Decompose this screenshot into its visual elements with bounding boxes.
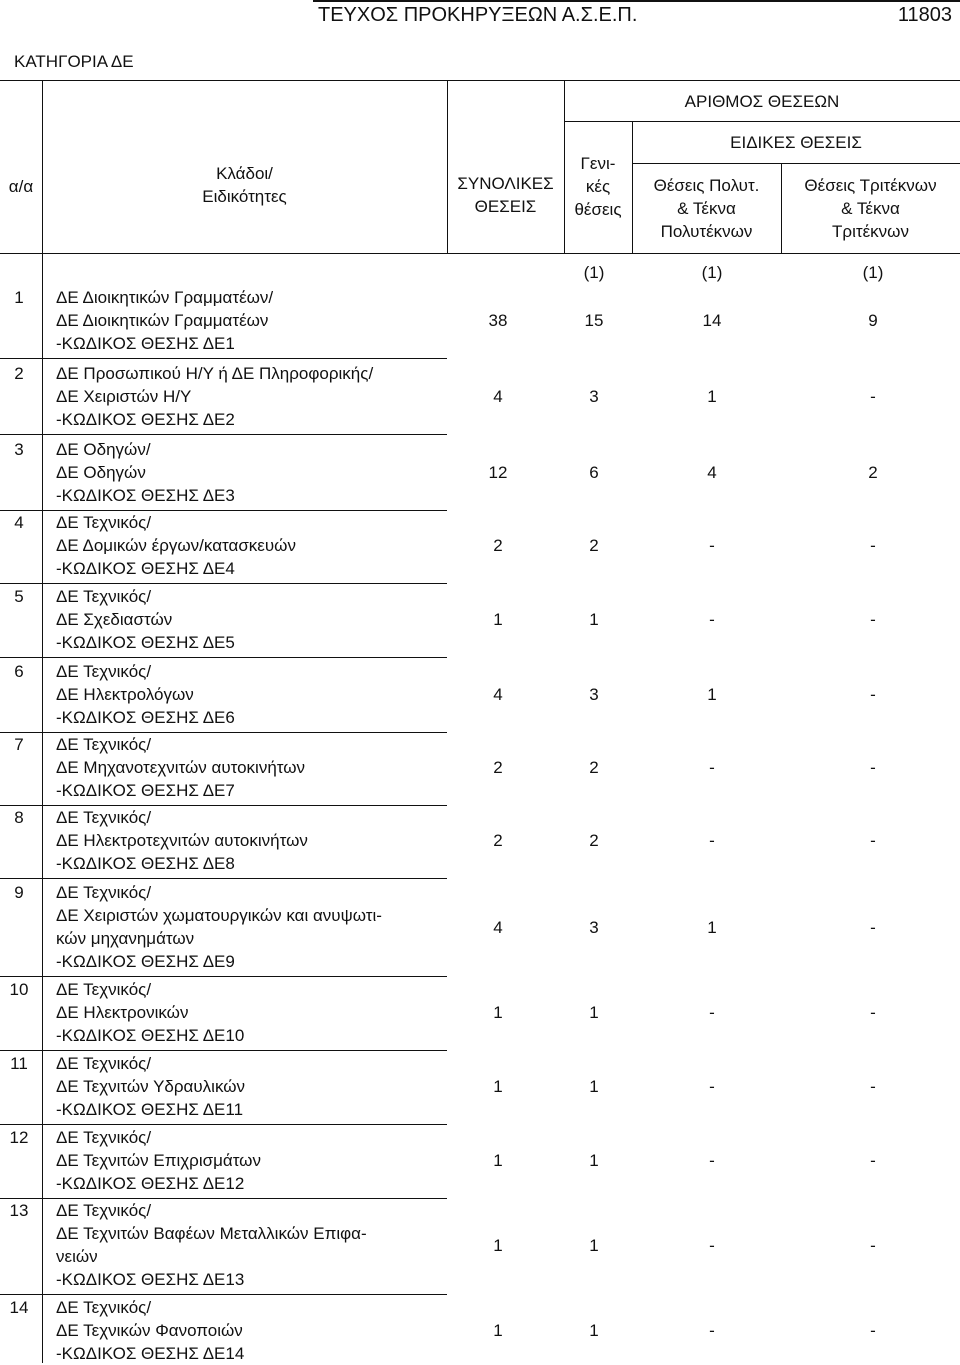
row-value-trit: - bbox=[870, 387, 876, 406]
row-branch-line: ΔΕ Μηχανοτεχνιτών αυτοκινήτων bbox=[56, 758, 306, 777]
col-divider bbox=[42, 80, 43, 1363]
row-number: 7 bbox=[14, 735, 24, 754]
col-header-polyt-line: Πολυτέκνων bbox=[660, 222, 753, 241]
table-top-rule bbox=[0, 80, 960, 81]
row-value-trit: - bbox=[870, 758, 876, 777]
row-number: 8 bbox=[14, 808, 24, 827]
row-value-trit: - bbox=[870, 536, 876, 555]
row-branch-line: ΔΕ Τεχνικός/ bbox=[56, 1054, 152, 1073]
row-value-trit: - bbox=[870, 1077, 876, 1096]
row-separator bbox=[0, 1124, 447, 1125]
row-value-total: 1 bbox=[493, 1236, 503, 1255]
row-branch-line: κών μηχανημάτων bbox=[56, 929, 195, 948]
col-header-trit bbox=[781, 174, 960, 243]
row-value-trit: - bbox=[870, 610, 876, 629]
row-branch-line: -ΚΩΔΙΚΟΣ ΘΕΣΗΣ ΔΕ8 bbox=[56, 854, 235, 873]
row-branch-line: ΔΕ Οδηγών bbox=[56, 463, 146, 482]
row-branch-line: ΔΕ Τεχνικός/ bbox=[56, 587, 152, 606]
row-value-general: 1 bbox=[589, 1321, 599, 1340]
header-bottom-rule bbox=[0, 253, 960, 254]
col-header-aa: α/α bbox=[8, 177, 34, 196]
col-header-general-line: Γενι- bbox=[580, 154, 616, 173]
row-branch-line: ΔΕ Τεχνικός/ bbox=[56, 513, 152, 532]
row-branch-line: ΔΕ Διοικητικών Γραμματέων bbox=[56, 311, 269, 330]
row-number: 10 bbox=[9, 980, 29, 999]
row-branch-line: -ΚΩΔΙΚΟΣ ΘΕΣΗΣ ΔΕ10 bbox=[56, 1026, 245, 1045]
row-value-general: 2 bbox=[589, 536, 599, 555]
col-header-total-line: ΘΕΣΕΙΣ bbox=[474, 197, 537, 216]
row-value-polyt: 1 bbox=[707, 918, 717, 937]
row-branch-line: ΔΕ Τεχνικός/ bbox=[56, 883, 152, 902]
row-branch-line: ΔΕ Τεχνικός/ bbox=[56, 1201, 152, 1220]
row-value-polyt: - bbox=[709, 1236, 715, 1255]
row-value-total: 1 bbox=[493, 1077, 503, 1096]
row-separator bbox=[0, 1294, 447, 1295]
row-value-total: 2 bbox=[493, 831, 503, 850]
row-number: 6 bbox=[14, 662, 24, 681]
footnote-polyt: (1) bbox=[701, 263, 723, 282]
row-branch-line: ΔΕ Τεχνικός/ bbox=[56, 662, 152, 681]
row-value-general: 1 bbox=[589, 1077, 599, 1096]
row-value-general: 15 bbox=[584, 311, 604, 330]
row-branch-line: -ΚΩΔΙΚΟΣ ΘΕΣΗΣ ΔΕ9 bbox=[56, 952, 235, 971]
row-number: 4 bbox=[14, 513, 24, 532]
row-branch-line: νειών bbox=[56, 1247, 98, 1266]
row-value-polyt: 4 bbox=[707, 463, 717, 482]
col-header-total-line: ΣΥΝΟΛΙΚΕΣ bbox=[457, 174, 554, 193]
row-value-trit: - bbox=[870, 1321, 876, 1340]
row-value-total: 1 bbox=[493, 1003, 503, 1022]
row-value-polyt: - bbox=[709, 1077, 715, 1096]
category-label: ΚΑΤΗΓΟΡΙΑ ΔΕ bbox=[14, 52, 134, 71]
row-value-general: 1 bbox=[589, 1151, 599, 1170]
row-value-general: 3 bbox=[589, 685, 599, 704]
row-value-polyt: 1 bbox=[707, 387, 717, 406]
journal-title: ΤΕΥΧΟΣ ΠΡΟΚΗΡΥΞΕΩΝ Α.Σ.Ε.Π. bbox=[318, 4, 638, 26]
row-branch-line: ΔΕ Διοικητικών Γραμματέων/ bbox=[56, 288, 274, 307]
col-divider bbox=[447, 80, 448, 254]
row-number: 2 bbox=[14, 364, 24, 383]
row-value-trit: 2 bbox=[868, 463, 878, 482]
row-branch-line: ΔΕ Ηλεκτρονικών bbox=[56, 1003, 189, 1022]
col-header-polyt-line: Θέσεις Πολυτ. bbox=[653, 176, 760, 195]
row-separator bbox=[0, 1050, 447, 1051]
row-branch-line: -ΚΩΔΙΚΟΣ ΘΕΣΗΣ ΔΕ7 bbox=[56, 781, 235, 800]
col-header-trit-line: & Τέκνα bbox=[841, 199, 900, 218]
row-branch-line: ΔΕ Τεχνικός/ bbox=[56, 735, 152, 754]
col-header-branch-line: Ειδικότητες bbox=[202, 187, 287, 206]
col-header-branch-line: Κλάδοι/ bbox=[216, 164, 273, 183]
col-header-branch bbox=[42, 162, 447, 208]
row-branch-line: ΔΕ Τεχνικός/ bbox=[56, 980, 152, 999]
row-number: 9 bbox=[14, 883, 24, 902]
row-number: 14 bbox=[9, 1298, 29, 1317]
row-value-polyt: - bbox=[709, 758, 715, 777]
row-value-total: 2 bbox=[493, 758, 503, 777]
row-value-trit: - bbox=[870, 1236, 876, 1255]
row-value-total: 38 bbox=[488, 311, 508, 330]
row-branch-line: -ΚΩΔΙΚΟΣ ΘΕΣΗΣ ΔΕ3 bbox=[56, 486, 235, 505]
row-branch-line: ΔΕ Τεχνιτών Βαφέων Μεταλλικών Επιφα- bbox=[56, 1224, 367, 1243]
row-value-total: 4 bbox=[493, 918, 503, 937]
row-value-total: 2 bbox=[493, 536, 503, 555]
row-value-general: 2 bbox=[589, 758, 599, 777]
col-header-polyt bbox=[632, 174, 781, 243]
row-separator bbox=[0, 976, 447, 977]
row-value-polyt: - bbox=[709, 536, 715, 555]
group-rule bbox=[564, 121, 960, 122]
row-branch-line: ΔΕ Προσωπικού Η/Υ ή ΔΕ Πληροφορικής/ bbox=[56, 364, 374, 383]
row-branch-line: ΔΕ Ηλεκτρολόγων bbox=[56, 685, 194, 704]
row-number: 13 bbox=[9, 1201, 29, 1220]
row-branch-line: -ΚΩΔΙΚΟΣ ΘΕΣΗΣ ΔΕ2 bbox=[56, 410, 235, 429]
header-rule bbox=[313, 0, 960, 2]
row-value-trit: - bbox=[870, 918, 876, 937]
row-branch-line: -ΚΩΔΙΚΟΣ ΘΕΣΗΣ ΔΕ14 bbox=[56, 1344, 245, 1363]
row-separator bbox=[0, 878, 447, 879]
row-value-total: 12 bbox=[488, 463, 508, 482]
row-value-trit: - bbox=[870, 685, 876, 704]
row-value-polyt: 1 bbox=[707, 685, 717, 704]
group-header-positions: ΑΡΙΘΜΟΣ ΘΕΣΕΩΝ bbox=[684, 92, 840, 111]
row-branch-line: ΔΕ Σχεδιαστών bbox=[56, 610, 173, 629]
col-header-general-line: θέσεις bbox=[574, 200, 622, 219]
row-branch-line: -ΚΩΔΙΚΟΣ ΘΕΣΗΣ ΔΕ5 bbox=[56, 633, 235, 652]
col-header-general bbox=[564, 152, 632, 221]
col-header-general-line: κές bbox=[585, 177, 611, 196]
row-number: 3 bbox=[14, 440, 24, 459]
row-value-total: 1 bbox=[493, 610, 503, 629]
page-number: 11803 bbox=[897, 4, 952, 26]
row-branch-line: -ΚΩΔΙΚΟΣ ΘΕΣΗΣ ΔΕ6 bbox=[56, 708, 235, 727]
row-branch-line: ΔΕ Τεχνικός/ bbox=[56, 1128, 152, 1147]
row-number: 1 bbox=[14, 288, 24, 307]
row-value-general: 1 bbox=[589, 1003, 599, 1022]
footnote-general: (1) bbox=[583, 263, 605, 282]
row-branch-line: -ΚΩΔΙΚΟΣ ΘΕΣΗΣ ΔΕ4 bbox=[56, 559, 235, 578]
row-separator bbox=[0, 434, 447, 435]
row-separator bbox=[0, 657, 447, 658]
col-header-total bbox=[447, 172, 564, 218]
row-branch-line: ΔΕ Τεχνικός/ bbox=[56, 808, 152, 827]
row-value-trit: - bbox=[870, 831, 876, 850]
row-value-general: 1 bbox=[589, 1236, 599, 1255]
row-value-polyt: - bbox=[709, 1151, 715, 1170]
special-rule bbox=[632, 163, 960, 164]
row-branch-line: ΔΕ Τεχνικός/ bbox=[56, 1298, 152, 1317]
footnote-trit: (1) bbox=[862, 263, 884, 282]
row-branch-line: ΔΕ Χειριστών Η/Υ bbox=[56, 387, 192, 406]
row-value-trit: 9 bbox=[868, 311, 878, 330]
row-separator bbox=[0, 358, 447, 359]
col-header-trit-line: Θέσεις Τριτέκνων bbox=[804, 176, 937, 195]
group-header-special: ΕΙΔΙΚΕΣ ΘΕΣΕΙΣ bbox=[730, 133, 862, 152]
row-value-total: 1 bbox=[493, 1151, 503, 1170]
row-value-polyt: - bbox=[709, 831, 715, 850]
row-branch-line: -ΚΩΔΙΚΟΣ ΘΕΣΗΣ ΔΕ12 bbox=[56, 1174, 245, 1193]
row-value-polyt: - bbox=[709, 610, 715, 629]
row-branch-line: ΔΕ Δομικών έργων/κατασκευών bbox=[56, 536, 296, 555]
row-value-trit: - bbox=[870, 1151, 876, 1170]
row-number: 12 bbox=[9, 1128, 29, 1147]
row-value-polyt: 14 bbox=[702, 311, 722, 330]
row-branch-line: -ΚΩΔΙΚΟΣ ΘΕΣΗΣ ΔΕ1 bbox=[56, 334, 235, 353]
row-branch-line: ΔΕ Τεχνιτών Υδραυλικών bbox=[56, 1077, 246, 1096]
row-value-polyt: - bbox=[709, 1321, 715, 1340]
row-value-general: 3 bbox=[589, 918, 599, 937]
row-value-general: 6 bbox=[589, 463, 599, 482]
row-branch-line: ΔΕ Οδηγών/ bbox=[56, 440, 151, 459]
row-branch-line: ΔΕ Τεχνικών Φανοποιών bbox=[56, 1321, 243, 1340]
col-header-trit-line: Τριτέκνων bbox=[832, 222, 909, 241]
row-value-trit: - bbox=[870, 1003, 876, 1022]
row-number: 11 bbox=[10, 1054, 28, 1073]
row-number: 5 bbox=[14, 587, 24, 606]
row-branch-line: ΔΕ Ηλεκτροτεχνιτών αυτοκινήτων bbox=[56, 831, 308, 850]
row-value-total: 4 bbox=[493, 685, 503, 704]
row-value-total: 4 bbox=[493, 387, 503, 406]
row-branch-line: ΔΕ Τεχνιτών Επιχρισμάτων bbox=[56, 1151, 261, 1170]
row-value-polyt: - bbox=[709, 1003, 715, 1022]
row-branch-line: -ΚΩΔΙΚΟΣ ΘΕΣΗΣ ΔΕ13 bbox=[56, 1270, 245, 1289]
row-value-general: 3 bbox=[589, 387, 599, 406]
row-value-general: 1 bbox=[589, 610, 599, 629]
col-header-polyt-line: & Τέκνα bbox=[677, 199, 736, 218]
row-branch-line: -ΚΩΔΙΚΟΣ ΘΕΣΗΣ ΔΕ11 bbox=[56, 1100, 244, 1119]
row-value-general: 2 bbox=[589, 831, 599, 850]
row-separator bbox=[0, 583, 447, 584]
row-branch-line: ΔΕ Χειριστών χωματουργικών και ανυψωτι- bbox=[56, 906, 382, 925]
row-value-total: 1 bbox=[493, 1321, 503, 1340]
